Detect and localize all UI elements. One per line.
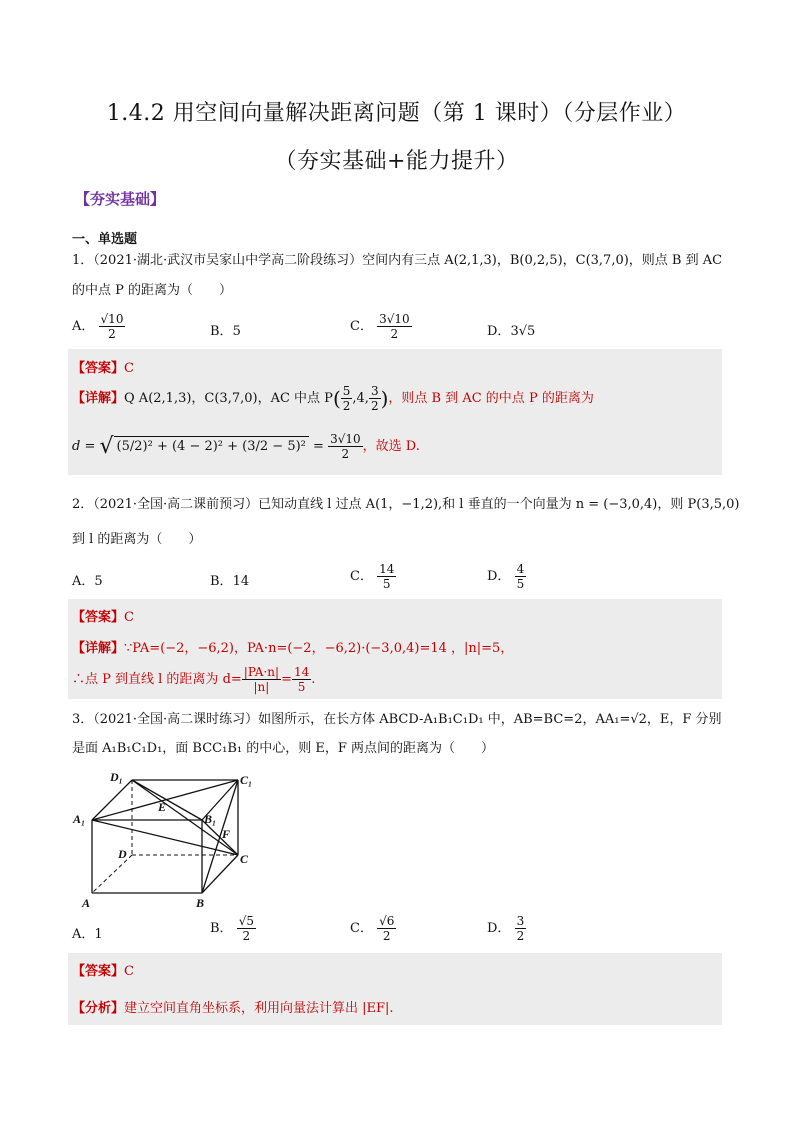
q1-option-d: D．3√5 bbox=[487, 324, 536, 339]
q1-option-b: B．5 bbox=[210, 324, 241, 339]
point-label-e: E bbox=[158, 800, 167, 814]
section-heading: 一、单选题 bbox=[72, 232, 138, 247]
page-title: 1.4.2 用空间向量解决距离问题（第 1 课时）（分层作业） bbox=[106, 101, 687, 126]
vertex-label-d1: D₁ bbox=[110, 770, 123, 784]
q3-option-d: D． $\frac{3}{2}$ bbox=[487, 914, 525, 943]
cuboid-figure bbox=[70, 768, 270, 910]
q3-option-c: C． $\frac{√6}{2}$ bbox=[350, 914, 395, 943]
q2-text-line1: 2．（2021·全国·高二课前预习）已知动直线 l 过点 A(1，−1,2),和 l 垂直的一个向量为 n = (−3,0,4)，则 P(3,5,0) bbox=[72, 497, 740, 512]
q2-detail-line2: ∴点 P 到直线 l 的距离为 d= $\frac{|PA\cdot n|}{|n|}$ = $\frac{14}{5}$ . bbox=[72, 665, 316, 694]
q3-text-line2: 是面 A₁B₁C₁D₁，面 BCC₁B₁ 的中心，则 E，F 两点间的距离为（ ） bbox=[72, 741, 494, 756]
q1-text-line1: 1．（2021·湖北·武汉市吴家山中学高二阶段练习）空间内有三点 A(2,1,3)，B(0,2,5)，C(3,7,0)，则点 B 到 AC bbox=[72, 253, 723, 268]
q1-option-a: A． $\frac{√10}{2}$ bbox=[72, 312, 124, 341]
vertex-label-c: C bbox=[240, 852, 249, 866]
vertex-label-c1: C₁ bbox=[240, 773, 253, 787]
q3-text-line1: 3．（2021·全国·高二课时练习）如图所示，在长方体 ABCD-A₁B₁C₁D₁ 中，AB=BC=2，AA₁=√2，E，F 分别 bbox=[72, 712, 722, 727]
vertex-label-b: B bbox=[196, 896, 205, 910]
q1-detail: 【详解】Q A(2,1,3)，C(3,7,0)，AC 中点 P( $\frac{5}{2}$ ,4, $\frac{3}{2}$ )，则点 B 到 AC 的中点 P 的距离为 bbox=[72, 384, 594, 413]
q2-option-a: A．5 bbox=[72, 574, 103, 589]
q2-option-c: C． $\frac{14}{5}$ bbox=[350, 562, 395, 591]
section-label: 【夯实基础】 bbox=[75, 190, 166, 208]
vertex-label-b1: B₁ bbox=[204, 812, 217, 826]
q1-option-c: C． $\frac{3√10}{2}$ bbox=[350, 312, 410, 341]
q3-analysis: 【分析】建立空间直角坐标系，利用向量法计算出 |EF|. bbox=[72, 1001, 394, 1016]
q3-option-a: A．1 bbox=[72, 927, 103, 942]
q1-answer: 【答案】C bbox=[72, 361, 134, 376]
page-subtitle: （夯实基础+能力提升） bbox=[274, 149, 519, 174]
q3-option-b: B． $\frac{√5}{2}$ bbox=[210, 914, 254, 943]
vertex-label-d: D bbox=[118, 847, 127, 861]
q1-text-line2: 的中点 P 的距离为（ ） bbox=[72, 283, 233, 298]
q2-answer: 【答案】C bbox=[72, 610, 134, 625]
vertex-label-a: A bbox=[82, 896, 91, 910]
q2-detail-line1: 【详解】∵PA=(−2，−6,2)，PA·n=(−2，−6,2)·(−3,0,4)=14 ，|n|=5， bbox=[72, 641, 514, 656]
q2-option-d: D． $\frac{4}{5}$ bbox=[487, 562, 525, 591]
q1-formula: d = √ (5/2)² + (4 − 2)² + (3/2 − 5)² = $\frac{3√10}{2}$ ，故选 D. bbox=[72, 432, 420, 461]
q2-text-line2: 到 l 的距离为（ ） bbox=[72, 532, 202, 547]
point-label-f: F bbox=[222, 827, 231, 841]
q3-answer: 【答案】C bbox=[72, 964, 134, 979]
q2-option-b: B．14 bbox=[210, 574, 250, 589]
vertex-label-a1: A₁ bbox=[73, 812, 86, 826]
